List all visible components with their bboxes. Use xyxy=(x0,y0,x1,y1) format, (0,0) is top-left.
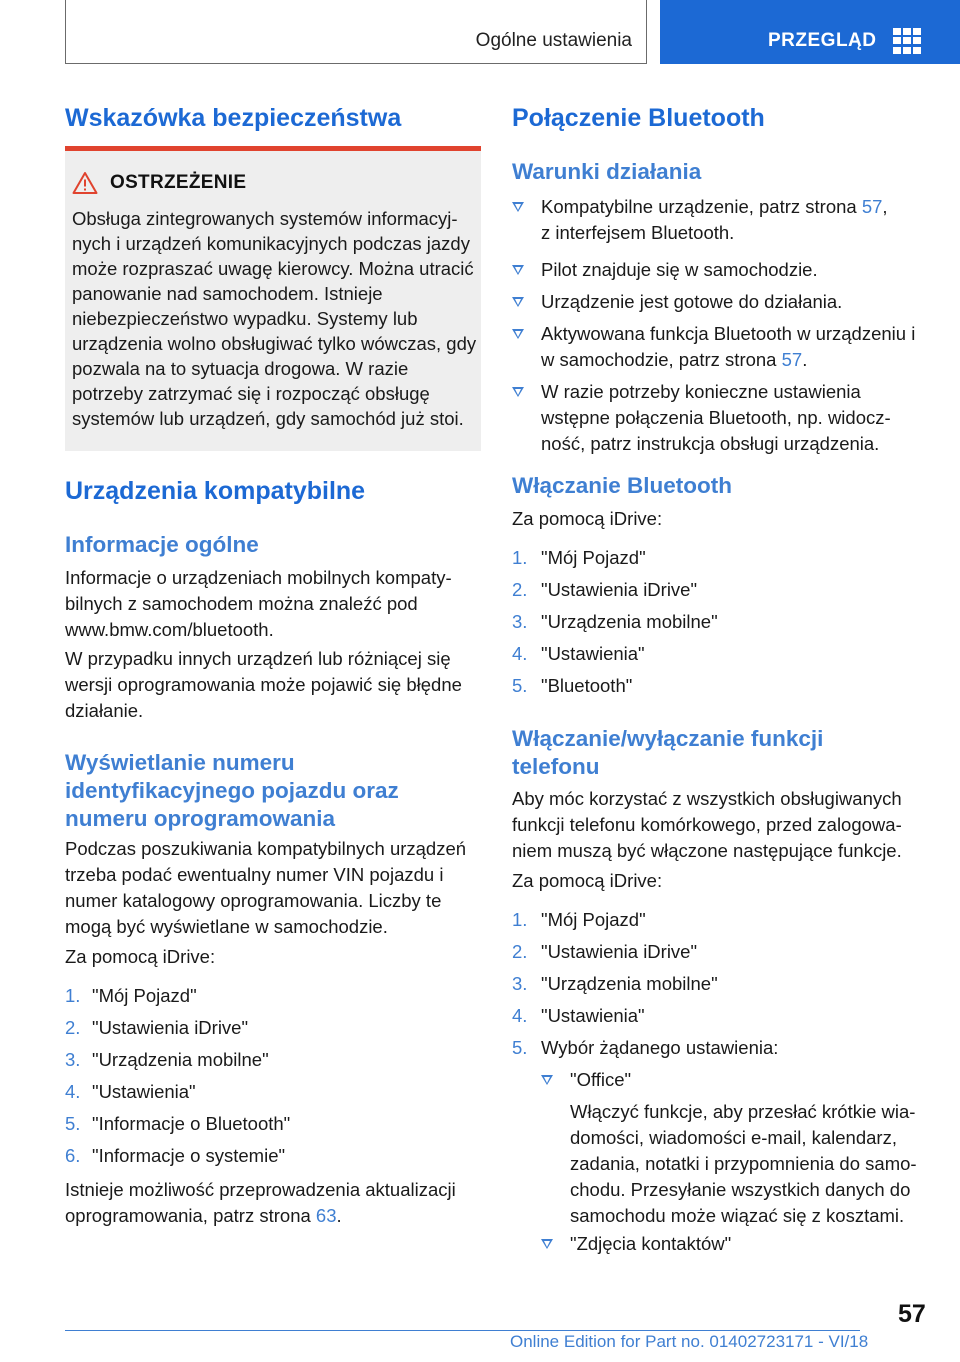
vin-heading: Wyświetlanie numeru identyfikacyjnego pojazdu oraz numeru oprogramowania xyxy=(65,750,399,831)
vin-steps xyxy=(65,983,481,1175)
list-item: 1. "Mój Pojazd" xyxy=(512,547,646,568)
overview-tab-label: PRZEGLĄD xyxy=(768,30,877,51)
list-item: Pilot znajduje się w samochodzie. xyxy=(512,257,932,289)
bluetooth-on-intro: Za pomocą iDrive: xyxy=(512,508,663,529)
bluetooth-on-steps xyxy=(512,545,932,705)
list-item xyxy=(541,1067,932,1231)
list-item: 3. "Urządzenia mobilne" xyxy=(512,973,718,994)
list-item: W razie potrzeby konieczne ustawienia wstępne połączenia Bluetooth, np. widocz-ność, patrz instrukcja obsługi urządzenia. xyxy=(512,379,932,457)
list-item: 2. "Ustawienia iDrive" xyxy=(512,579,698,600)
warning-text: Obsługa zintegrowanych systemów informacyj-nych i urządzeń komunikacyjnych podczas jazdy może rozpraszać uwagę kierowcy. Można utracić panowanie nad samochodem. Istnieje niebezpieczeństwo wypadku. Systemy lub urządzenia wolno obsługiwać tylko wówczas, gdy pozwala na to sytuacja drogowa. W razie potrzeby zatrzymać się i rozpocząć obsługę systemów lub urządzeń, gdy samochód już stoi. xyxy=(72,208,477,429)
list-item: Aktywowana funkcja Bluetooth w urządzeniu i w samochodzie, patrz strona 57. xyxy=(512,321,932,379)
update-paragraph: Istnieje możliwość przeprowadzenia aktualizacji oprogramowania, patrz strona 63. xyxy=(65,1179,456,1226)
list-item: 4. "Ustawienia" xyxy=(65,1081,196,1102)
triangle-bullet-icon xyxy=(512,202,524,212)
page-link-57[interactable]: 57 xyxy=(781,349,803,370)
list-item: 3. "Urządzenia mobilne" xyxy=(65,1049,269,1070)
page-number: 57 xyxy=(898,1300,926,1328)
general-paragraph-1: Informacje o urządzeniach mobilnych kompaty-bilnych z samochodem można znaleźć pod www.bmw.com/bluetooth. xyxy=(65,567,452,640)
conditions-heading: Warunki działania xyxy=(512,159,702,184)
list-item: 3. "Urządzenia mobilne" xyxy=(512,611,718,632)
phone-functions-intro: Za pomocą iDrive: xyxy=(512,870,663,891)
list-item: 2. "Ustawienia iDrive" xyxy=(65,1017,249,1038)
triangle-bullet-icon xyxy=(512,265,524,275)
page-link-57[interactable]: 57 xyxy=(861,196,883,217)
edition-text: Online Edition for Part no. 01402723171 - VI/18 xyxy=(510,1332,869,1351)
list-item: 2. "Ustawienia iDrive" xyxy=(512,941,698,962)
warning-title: OSTRZEŻENIE xyxy=(110,172,247,193)
header-section-box xyxy=(65,0,647,64)
conditions-list xyxy=(512,194,932,457)
vin-paragraph: Podczas poszukiwania kompatybilnych urządzeń trzeba podać ewentualny numer VIN pojazdu i numer katalogowy oprogramowania. Liczby te mogą być wyświetlane w samochodzie. xyxy=(65,838,467,937)
triangle-bullet-icon xyxy=(541,1075,553,1085)
warning-triangle-icon xyxy=(72,171,98,195)
triangle-bullet-icon xyxy=(512,297,524,307)
triangle-bullet-icon xyxy=(541,1239,553,1249)
list-item: 4. "Ustawienia" xyxy=(512,1005,645,1026)
phone-functions-paragraph: Aby móc korzystać z wszystkich obsługiwanych funkcji telefonu komórkowego, przed zalogowa-niem muszą być włączone następujące funkcje. xyxy=(512,788,902,861)
grid-icon xyxy=(893,28,921,54)
settings-sublist xyxy=(541,1067,932,1257)
bluetooth-heading: Połączenie Bluetooth xyxy=(512,104,765,132)
phone-functions-heading: Włączanie/wyłączanie funkcji telefonu xyxy=(512,726,824,779)
phone-functions-steps xyxy=(512,907,932,1067)
office-description: Włączyć funkcje, aby przesłać krótkie wia-domości, wiadomości e-mail, kalendarz, zadania, notatki i przypomnienia do samo-chodu. Przesyłanie wszystkich danych do samochodu może wiązać się z kosztami. xyxy=(570,1101,917,1226)
list-item: 4. "Ustawienia" xyxy=(512,643,645,664)
header-section-title: Ogólne ustawienia xyxy=(475,30,632,51)
safety-heading: Wskazówka bezpieczeństwa xyxy=(65,104,402,132)
photos-label: "Zdjęcia kontaktów" xyxy=(570,1233,732,1254)
list-item: 5. "Bluetooth" xyxy=(512,675,633,696)
page-link-63[interactable]: 63 xyxy=(315,1205,337,1226)
vin-intro: Za pomocą iDrive: xyxy=(65,946,216,967)
list-item: Kompatybilne urządzenie, patrz strona 57, z interfejsem Bluetooth. xyxy=(512,194,932,257)
compat-heading: Urządzenia kompatybilne xyxy=(65,477,366,505)
triangle-bullet-icon xyxy=(512,387,524,397)
footer-divider xyxy=(65,1330,860,1331)
general-heading: Informacje ogólne xyxy=(65,532,259,557)
list-item: 5. "Informacje o Bluetooth" xyxy=(65,1113,291,1134)
list-item: 6. "Informacje o systemie" xyxy=(65,1145,286,1166)
triangle-bullet-icon xyxy=(512,329,524,339)
list-item: 1. "Mój Pojazd" xyxy=(65,985,197,1006)
list-item: 1. "Mój Pojazd" xyxy=(512,909,646,930)
list-item: Urządzenie jest gotowe do działania. xyxy=(512,289,932,321)
office-label: "Office" xyxy=(570,1069,632,1090)
general-paragraph-2: W przypadku innych urządzeń lub różniącej się wersji oprogramowania może pojawić się błędne działanie. xyxy=(65,648,462,721)
list-item xyxy=(541,1231,932,1257)
overview-tab[interactable] xyxy=(660,0,960,64)
bluetooth-on-heading: Włączanie Bluetooth xyxy=(512,473,733,498)
list-item: 5. Wybór żądanego ustawienia: xyxy=(512,1037,779,1058)
